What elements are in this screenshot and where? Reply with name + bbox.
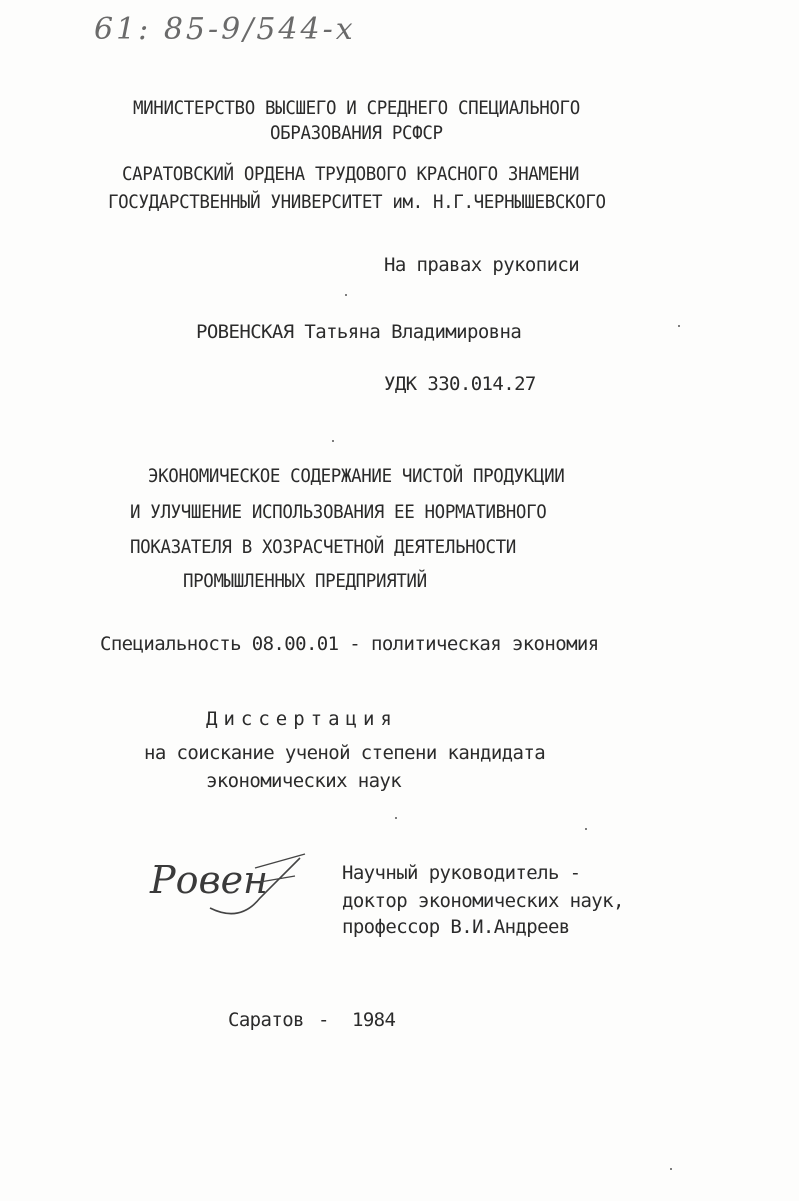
- archive-mark: 61: 85-9/544-x: [94, 12, 356, 47]
- scan-speck: [345, 294, 347, 296]
- degree-line-1: на соискание ученой степени кандидата: [144, 742, 546, 764]
- scan-speck: [395, 817, 397, 819]
- supervisor-line-1: Научный руководитель -: [342, 862, 581, 884]
- title-line-1: ЭКОНОМИЧЕСКОЕ СОДЕРЖАНИЕ ЧИСТОЙ ПРОДУКЦИИ: [148, 465, 565, 487]
- scan-speck: [678, 325, 680, 327]
- title-line-3: ПОКАЗАТЕЛЯ В ХОЗРАСЧЕТНОЙ ДЕЯТЕЛЬНОСТИ: [130, 536, 516, 558]
- udk-code: УДК 330.014.27: [384, 373, 536, 395]
- scan-speck: [670, 1168, 672, 1170]
- signature-flourish: [200, 848, 320, 928]
- scan-speck: [332, 440, 334, 442]
- specialty-line: Специальность 08.00.01 - политическая экономия: [100, 633, 599, 655]
- city-year-dash: -: [318, 1009, 329, 1031]
- title-line-2: И УЛУЧШЕНИЕ ИСПОЛЬЗОВАНИЯ ЕЕ НОРМАТИВНОГО: [130, 501, 547, 523]
- university-line-2: ГОСУДАРСТВЕННЫЙ УНИВЕРСИТЕТ им. Н.Г.ЧЕРНЫШЕВСКОГО: [108, 191, 606, 213]
- author-signature: Ровен: [150, 858, 269, 902]
- supervisor-line-3: профессор В.И.Андреев: [342, 916, 570, 938]
- scan-speck: [585, 828, 587, 830]
- ministry-line-1: МИНИСТЕРСТВО ВЫСШЕГО И СРЕДНЕГО СПЕЦИАЛЬНОГО: [133, 97, 580, 119]
- dissertation-heading: Диссертация: [206, 708, 398, 730]
- university-line-1: САРАТОВСКИЙ ОРДЕНА ТРУДОВОГО КРАСНОГО ЗНАМЕНИ: [122, 163, 580, 185]
- ministry-line-2: ОБРАЗОВАНИЯ РСФСР: [270, 122, 443, 144]
- title-line-4: ПРОМЫШЛЕННЫХ ПРЕДПРИЯТИЙ: [183, 570, 427, 592]
- year: 1984: [352, 1009, 396, 1031]
- city: Саратов: [228, 1009, 304, 1031]
- degree-line-2: экономических наук: [206, 770, 402, 792]
- manuscript-rights-note: На правах рукописи: [384, 254, 580, 276]
- supervisor-line-2: доктор экономических наук,: [342, 890, 624, 912]
- author-name: РОВЕНСКАЯ Татьяна Владимировна: [196, 321, 522, 343]
